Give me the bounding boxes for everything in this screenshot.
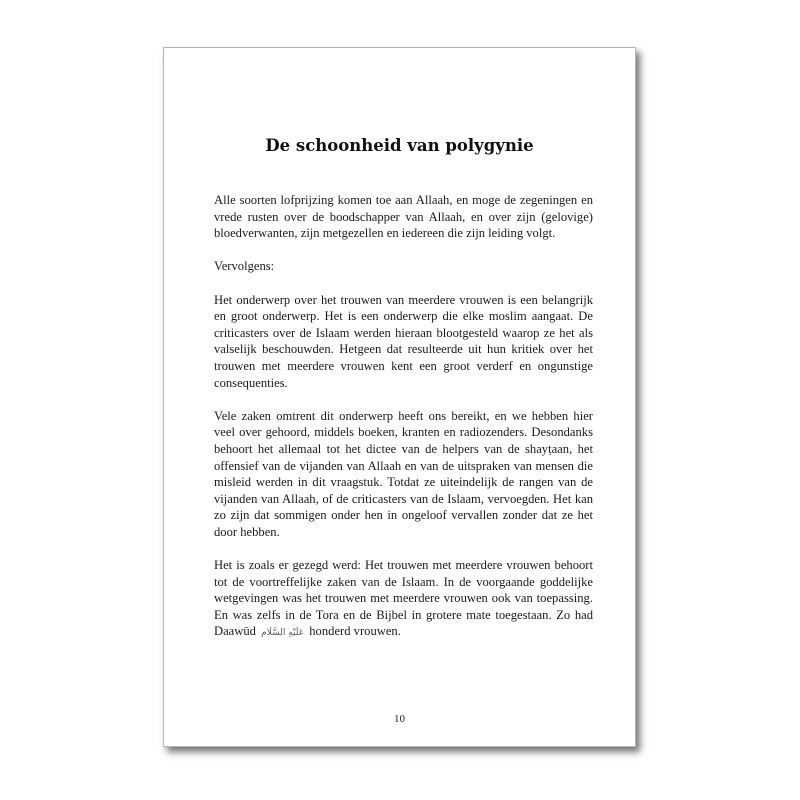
page-body	[214, 192, 593, 659]
paragraph-vervolgens: Vervolgens:	[214, 259, 275, 274]
paragraph-text-end: honderd vrouwen.	[309, 624, 401, 639]
arabic-honorific: عَلَيْهِ السَّلَام	[261, 628, 305, 639]
paragraph-many-matters: Vele zaken omtrent dit onderwerp heeft ons bereikt, en we hebben hier veel over gehoord, middels boeken, kranten en radiozenders. Desondanks behoort het allemaal tot het dictee van de helpers van de shayṭaan, het offensief van de vijanden van Allaah en van de uitspraken van mensen die misleid werden in dit vraagstuk. Totdat ze uiteindelijk de rangen van de vijanden van Allaah, of de criticasters van de Islaam, vervoegden. Het kan zo zijn dat sommigen onder hen in ongeloof vervallen zonder dat ze het door hebben.	[214, 408, 593, 539]
book-page	[163, 47, 636, 747]
paragraph-polygyny-topic: Het onderwerp over het trouwen van meerdere vrouwen is een belangrijk en groot onderwerp. Het is een onderwerp die elke moslim aangaat. De criticasters over de Islaam werden hieraan blootgesteld waarop ze het als valselijk beschouwden. Hetgeen dat resulteerde uit hun kritiek over het trouwen met meerdere vrouwen kent een groot verderf en ongunstige consequenties.	[214, 292, 593, 390]
paragraph-text: Het is zoals er gezegd werd: Het trouwen met meerdere vrouwen behoort tot de voortreffelijke zaken van de Islaam. In de voorgaande goddelijke wetgevingen was het trouwen met meerdere vrouwen ook van toepassing. En was zelfs in de Tora en de Bijbel in grotere mate toegestaan. Zo had Daawūd	[214, 558, 593, 639]
paragraph-as-was-said	[214, 557, 593, 642]
page-title: De schoonheid van polygynie	[265, 136, 534, 155]
page-number: 10	[394, 713, 405, 725]
paragraph-opening: Alle soorten lofprijzing komen toe aan Allaah, en moge de zegeningen en vrede rusten over de boodschapper van Allaah, en over zijn (gelovige) bloedverwanten, zijn metgezellen en iedereen die zijn leiding volgt.	[214, 193, 593, 241]
